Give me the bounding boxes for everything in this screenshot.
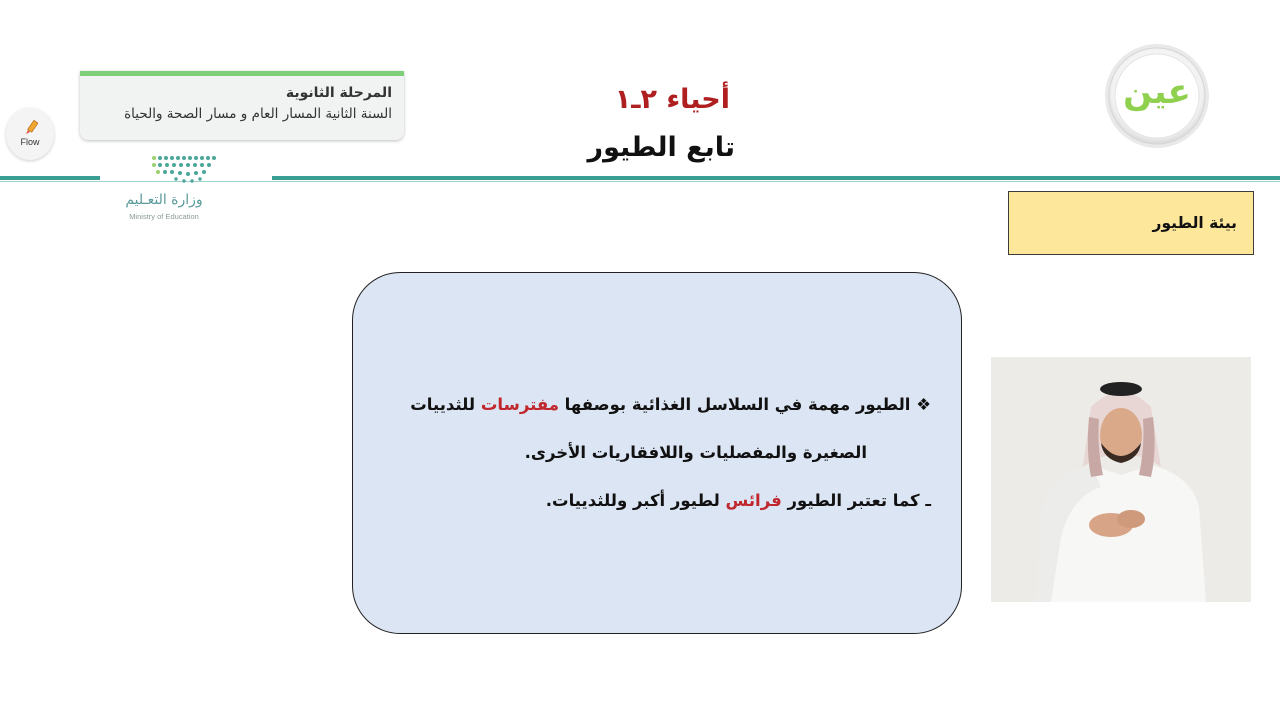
ministry-logo [110,152,220,224]
section-label-box [1008,191,1254,255]
content-line-3-start: ـ كما تعتبر الطيور [781,491,931,510]
content-line-3 [371,491,931,539]
ministry-dots-emblem [110,152,220,192]
ein-logo-text: عين [1123,72,1191,112]
bullet-icon: ❖ [916,395,931,414]
sign-language-video[interactable] [991,357,1251,602]
stage-title: المرحلة الثانوية [285,85,392,101]
flow-button[interactable] [6,108,54,160]
content-text [371,395,931,539]
content-card [352,272,962,634]
content-line-1-start: الطيور مهمة في السلاسل الغذائية بوصفها [558,395,911,414]
interpreter-figure [991,357,1251,602]
header-divider-left [0,176,100,180]
ministry-arabic-name: وزارة التعـليم [125,192,203,208]
ein-channel-logo [1102,42,1212,150]
header-divider-right [272,176,1280,180]
stage-info-accent-bar [80,71,404,76]
content-line-2: الصغيرة والمفصليات واللافقاريات الأخرى. [524,443,867,462]
stage-info-box [80,71,404,140]
content-line-1 [371,395,931,443]
section-label: بيئة الطيور [1152,214,1237,232]
highlight-prey: فرائس [725,491,782,510]
lesson-title: تابع الطيور [587,132,735,163]
highlight-predators: مفترسات [480,395,559,414]
flow-label: Flow [20,137,40,147]
ministry-english-name: Ministry of Education [129,212,199,221]
stage-subtitle: السنة الثانية المسار العام و مسار الصحة والحياة [124,106,392,122]
content-line-1-end: للثدييات [410,395,481,414]
content-line-3-end: لطيور أكبر وللثدييات. [545,491,726,510]
pencil-icon [24,120,38,136]
course-code-title: أحياء ٢ـ١ [614,84,730,115]
